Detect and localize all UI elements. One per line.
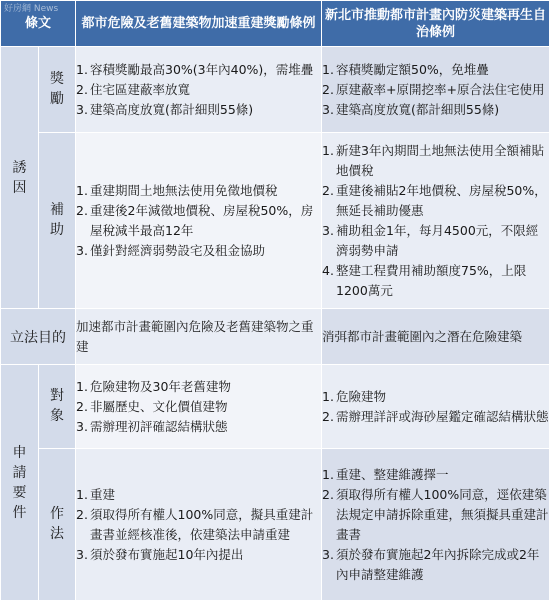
- list-item: [322, 465, 549, 485]
- list-item-number: 2.: [322, 407, 336, 427]
- list-item-text: 補助租金1年，每月4500元，不限經濟弱勢申請: [336, 221, 549, 261]
- list-item: [322, 261, 549, 301]
- list-item-number: 2.: [322, 485, 336, 545]
- numbered-list: [76, 485, 321, 565]
- list-item-number: 2.: [322, 181, 336, 221]
- numbered-list: [76, 377, 321, 437]
- list-item-number: 3.: [76, 241, 90, 261]
- list-item: [76, 80, 321, 100]
- list-item: [322, 221, 549, 261]
- list-item-number: 2.: [76, 397, 90, 417]
- list-item-text: 整建工程費用補助額度75%，上限1200萬元: [336, 261, 549, 301]
- header-act-b: 新北市推動都市計畫內防災建築再生自治條例: [322, 1, 549, 47]
- reward-act-a: [76, 47, 322, 133]
- numbered-list: [322, 387, 549, 427]
- purpose-act-b: 消弭都市計畫範圍內之潛在危險建築: [322, 309, 549, 365]
- label-purpose: 立法目的: [1, 309, 76, 365]
- list-item-number: 1.: [322, 141, 336, 181]
- list-item: [322, 407, 549, 427]
- list-item-number: 1.: [76, 60, 90, 80]
- target-act-b: [322, 365, 549, 449]
- subsidy-act-a: [76, 133, 322, 309]
- list-item-text: 危險建物及30年老舊建物: [90, 377, 321, 397]
- list-item-text: 非屬歷史、文化價值建物: [90, 397, 321, 417]
- list-item-text: 原建蔽率+原開挖率+原合法住宅使用: [336, 80, 549, 100]
- list-item-text: 重建、整建維護擇一: [336, 465, 549, 485]
- numbered-list: [322, 60, 549, 120]
- list-item: [322, 545, 549, 585]
- list-item-text: 須於發布實施起10年內提出: [90, 545, 321, 565]
- list-item: [76, 545, 321, 565]
- list-item: [322, 181, 549, 221]
- row-method: [1, 449, 549, 601]
- list-item-text: 須取得所有權人100%同意，逕依建築法規定申請拆除重建，無須擬具重建計畫書: [336, 485, 549, 545]
- subsidy-act-b: [322, 133, 549, 309]
- list-item: [76, 100, 321, 120]
- method-act-b: [322, 449, 549, 601]
- target-act-a: [76, 365, 322, 449]
- row-purpose: [1, 309, 549, 365]
- list-item-text: 重建: [90, 485, 321, 505]
- list-item-number: 3.: [322, 221, 336, 261]
- reward-act-b: [322, 47, 549, 133]
- row-target: [1, 365, 549, 449]
- list-item-number: 4.: [322, 261, 336, 301]
- label-inducement: 誘因: [1, 47, 39, 309]
- list-item-number: 1.: [76, 377, 90, 397]
- list-item-text: 住宅區建蔽率放寬: [90, 80, 321, 100]
- list-item: [76, 60, 321, 80]
- list-item: [76, 201, 321, 241]
- numbered-list: [76, 181, 321, 261]
- list-item-number: 2.: [322, 80, 336, 100]
- method-act-a: [76, 449, 322, 601]
- list-item-number: 1.: [76, 485, 90, 505]
- list-item-number: 2.: [76, 80, 90, 100]
- label-subsidy: 補助: [39, 133, 76, 309]
- list-item-text: 需辦理詳評或海砂屋鑑定確認結構狀態: [336, 407, 549, 427]
- list-item: [76, 505, 321, 545]
- label-target: 對象: [39, 365, 76, 449]
- header-row: [1, 1, 549, 47]
- list-item: [322, 80, 549, 100]
- list-item-text: 需辦理初評確認結構狀態: [90, 417, 321, 437]
- list-item-number: 3.: [76, 100, 90, 120]
- list-item-number: 1.: [322, 387, 336, 407]
- list-item-text: 須取得所有權人100%同意，擬具重建計畫書並經核准後，依建築法申請重建: [90, 505, 321, 545]
- list-item-text: 容積獎勵最高30%(3年內40%)，需堆疊: [90, 60, 321, 80]
- watermark-logo: 好房網 News: [4, 4, 58, 14]
- list-item-number: 2.: [76, 505, 90, 545]
- list-item-text: 危險建物: [336, 387, 549, 407]
- list-item-number: 2.: [76, 201, 90, 241]
- list-item-text: 容積獎勵定額50%，免堆疊: [336, 60, 549, 80]
- row-subsidy: [1, 133, 549, 309]
- list-item: [76, 377, 321, 397]
- list-item-text: 建築高度放寬(都計細則55條): [90, 100, 321, 120]
- list-item-number: 1.: [322, 60, 336, 80]
- list-item-number: 1.: [76, 181, 90, 201]
- list-item-text: 須於發布實施起2年內拆除完成或2年內申請整建維護: [336, 545, 549, 585]
- label-method: 作法: [39, 449, 76, 601]
- numbered-list: [322, 141, 549, 301]
- list-item: [76, 485, 321, 505]
- list-item-number: 1.: [322, 465, 336, 485]
- purpose-act-a: 加速都市計畫範圍內危險及老舊建築物之重建: [76, 309, 322, 365]
- list-item-number: 3.: [322, 100, 336, 120]
- list-item-text: 重建期間土地無法使用免徵地價稅: [90, 181, 321, 201]
- numbered-list: [322, 465, 549, 585]
- label-reward: 獎勵: [39, 47, 76, 133]
- list-item: [76, 417, 321, 437]
- header-item: 條文: [1, 1, 76, 47]
- header-act-a: 都市危險及老舊建築物加速重建獎勵條例: [76, 1, 322, 47]
- list-item: [76, 241, 321, 261]
- list-item: [322, 387, 549, 407]
- list-item-number: 3.: [76, 417, 90, 437]
- numbered-list: [76, 60, 321, 120]
- list-item: [322, 141, 549, 181]
- list-item-text: 重建後2年減徵地價稅、房屋稅50%，房屋稅減半最高12年: [90, 201, 321, 241]
- list-item: [76, 397, 321, 417]
- list-item-text: 重建後補貼2年地價稅、房屋稅50%，無延長補助優惠: [336, 181, 549, 221]
- list-item: [322, 100, 549, 120]
- row-reward: [1, 47, 549, 133]
- list-item: [76, 181, 321, 201]
- label-application: 申請要件: [1, 365, 39, 601]
- list-item: [322, 60, 549, 80]
- list-item-number: 3.: [322, 545, 336, 585]
- list-item-text: 建築高度放寬(都計細則55條): [336, 100, 549, 120]
- list-item-number: 3.: [76, 545, 90, 565]
- list-item-text: 新建3年內期間土地無法使用全額補貼地價稅: [336, 141, 549, 181]
- list-item-text: 僅針對經濟弱勢設宅及租金協助: [90, 241, 321, 261]
- list-item: [322, 485, 549, 545]
